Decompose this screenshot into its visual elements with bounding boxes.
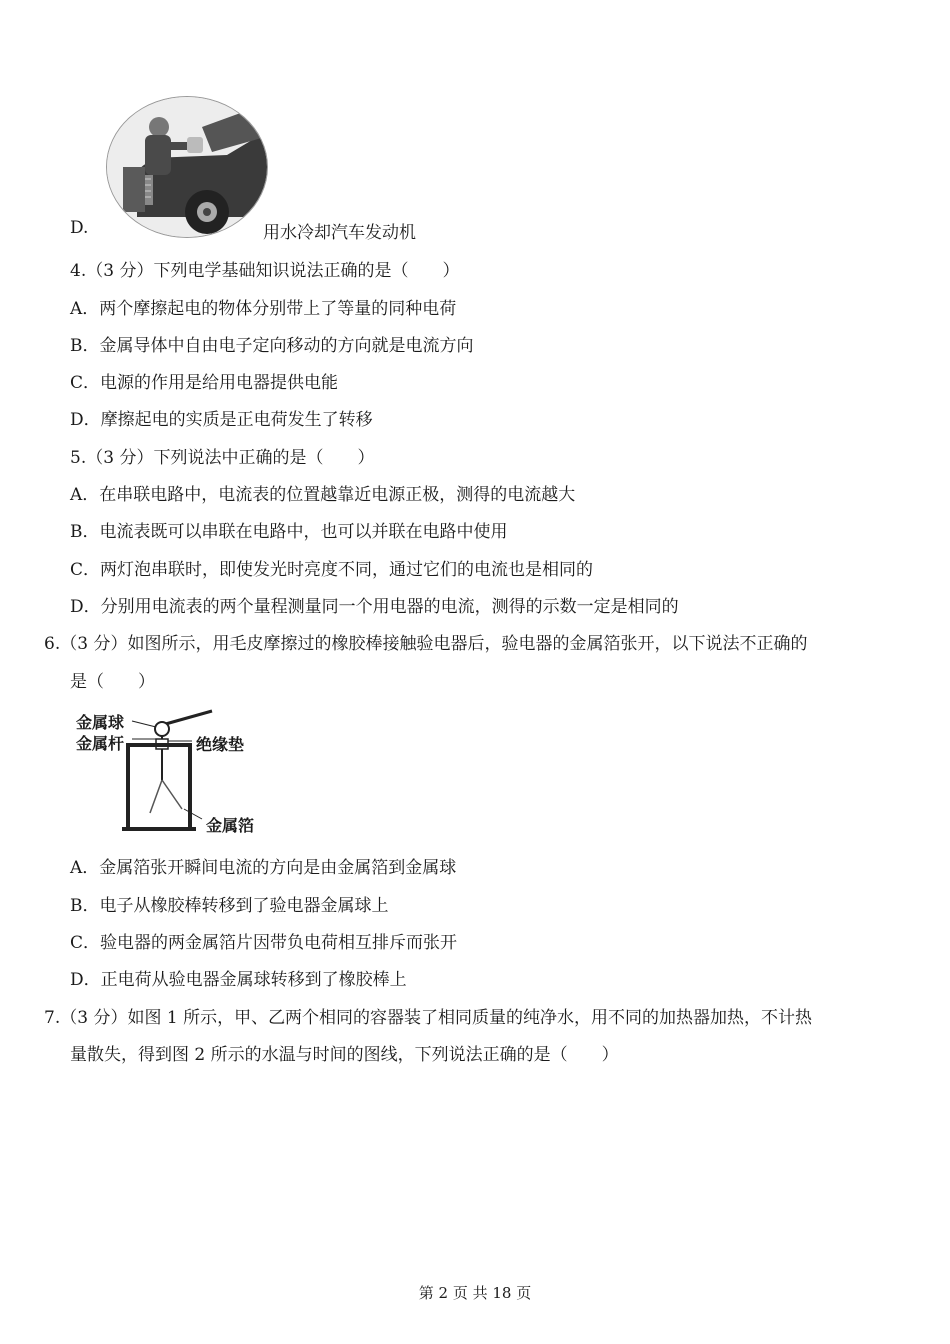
- q5-option-c: C．两灯泡串联时，即使发光时亮度不同，通过它们的电流也是相同的: [70, 560, 594, 580]
- label-metal-rod: 金属杆: [76, 734, 125, 753]
- q5-option-b: B．电流表既可以串联在电路中，也可以并联在电路中使用: [70, 522, 508, 542]
- q5-option-d: D．分别用电流表的两个量程测量同一个用电器的电流，测得的示数一定是相同的: [70, 597, 679, 617]
- label-metal-ball: 金属球: [76, 713, 125, 732]
- q6-option-a: A．金属箔张开瞬间电流的方向是由金属箔到金属球: [70, 858, 457, 878]
- q6-stem-line2: 是（ ）: [70, 672, 155, 692]
- q4-option-d: D．摩擦起电的实质是正电荷发生了转移: [70, 410, 373, 430]
- q7-stem-line2: 量散失，得到图 2 所示的水温与时间的图线，下列说法正确的是（ ）: [70, 1045, 619, 1065]
- q6-option-d: D．正电荷从验电器金属球转移到了橡胶棒上: [70, 970, 407, 990]
- q6-stem-line1: 6.（3 分）如图所示，用毛皮摩擦过的橡胶棒接触验电器后，验电器的金属箔张开，以下说法不正确的: [44, 634, 808, 654]
- q4-option-b: B．金属导体中自由电子定向移动的方向就是电流方向: [70, 336, 474, 356]
- label-metal-foil: 金属箔: [206, 816, 255, 835]
- q3-option-d-text: 用水冷却汽车发动机: [263, 223, 416, 243]
- q6-option-b: B．电子从橡胶棒转移到了验电器金属球上: [70, 896, 389, 916]
- car-engine-illustration: [106, 96, 268, 238]
- q4-option-a: A．两个摩擦起电的物体分别带上了等量的同种电荷: [70, 299, 457, 319]
- q7-stem-line1: 7.（3 分）如图 1 所示，甲、乙两个相同的容器装了相同质量的纯净水，用不同的加热器加热，不计热: [44, 1008, 813, 1028]
- page-footer: 第 2 页 共 18 页: [418, 1284, 532, 1302]
- mechanic-car-icon: [107, 97, 267, 237]
- q4-option-c: C．电源的作用是给用电器提供电能: [70, 373, 339, 393]
- q5-stem: 5.（3 分）下列说法中正确的是（ ）: [70, 448, 375, 468]
- electroscope-figure: [76, 705, 276, 840]
- q5-option-a: A．在串联电路中，电流表的位置越靠近电源正极，测得的电流越大: [70, 485, 576, 505]
- q3-option-d-letter: D.: [70, 218, 89, 238]
- q4-stem: 4.（3 分）下列电学基础知识说法正确的是（ ）: [70, 261, 460, 281]
- q6-option-c: C．验电器的两金属箔片因带负电荷相互排斥而张开: [70, 933, 458, 953]
- label-insulating-pad: 绝缘垫: [196, 735, 245, 754]
